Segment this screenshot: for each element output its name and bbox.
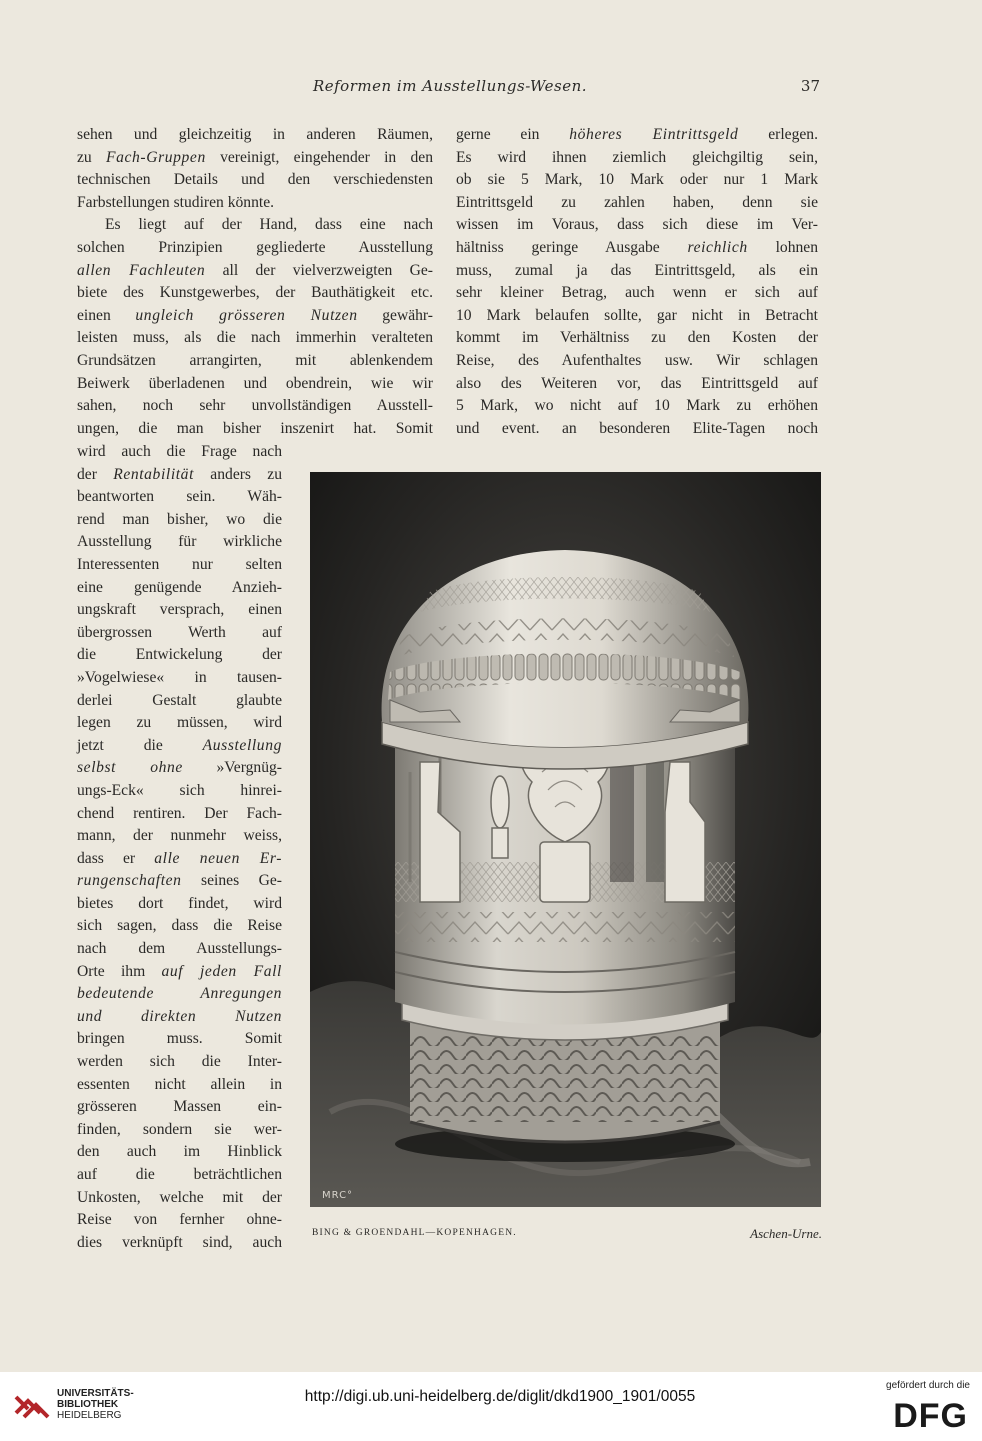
- text-line: gerne ein höheres Eintrittsgeld erlegen.: [456, 126, 818, 143]
- text-line: bietes dort findet, wird: [77, 894, 282, 912]
- text-line: derlei Gestalt glaubte: [77, 691, 282, 709]
- text-line: sehen und gleichzeitig in anderen Räumen,: [77, 126, 433, 143]
- text-line: ungskraft versprach, einen: [77, 601, 282, 619]
- funding-note: gefördert durch die: [886, 1380, 970, 1391]
- text-line: Orte ihm auf jeden Fall: [77, 962, 282, 980]
- text-line: allen Fachleuten all der vielverzweigten Ge-: [77, 261, 433, 279]
- text-line: dass er alle neuen Er-: [77, 849, 282, 867]
- text-line: Beiwerk überladenen und obendrein, wie wir: [77, 374, 433, 392]
- left-column-text: [77, 124, 433, 440]
- text-line: Interessenten nur selten: [77, 555, 282, 573]
- text-line: bringen muss. Somit: [77, 1030, 282, 1048]
- running-head-title: Reformen im Ausstellungs-Wesen.: [312, 77, 588, 95]
- text-line: essenten nicht allein in: [77, 1075, 282, 1093]
- text-line: Ausstellung für wirkliche: [77, 533, 282, 551]
- text-line: sich sagen, dass die Reise: [77, 917, 282, 935]
- text-line: biete des Kunstgewerbes, der Bauthätigkeit etc.: [77, 284, 433, 302]
- text-line: den auch im Hinblick: [77, 1143, 282, 1161]
- text-line: ungs-Eck« sich hinrei-: [77, 781, 282, 799]
- text-line: nach dem Ausstellungs-: [77, 940, 282, 958]
- text-line: jetzt die Ausstellung: [77, 736, 282, 754]
- text-line: chend rentiren. Der Fach-: [77, 804, 282, 822]
- text-line: 10 Mark belaufen sollte, gar nicht in Betracht: [456, 306, 818, 324]
- text-line: kommt im Verhältniss zu den Kosten der: [456, 329, 818, 347]
- figure-caption: Aschen-Urne.: [750, 1226, 822, 1241]
- text-line: beantworten sein. Wäh-: [77, 488, 282, 506]
- text-line: werden sich die Inter-: [77, 1053, 282, 1071]
- text-line: finden, sondern sie wer-: [77, 1120, 282, 1138]
- text-line: grösseren Massen ein-: [77, 1098, 282, 1116]
- text-line: zu Fach-Gruppen vereinigt, eingehender in den: [77, 148, 433, 166]
- text-line: also des Weiteren vor, das Eintrittsgeld auf: [456, 374, 818, 392]
- text-line: wird auch die Frage nach: [77, 443, 282, 460]
- text-line: 5 Mark, wo nicht auf 10 Mark zu erhöhen: [456, 397, 818, 415]
- text-line: Es wird ihnen ziemlich gleichgiltig sein,: [456, 148, 818, 166]
- left-column-narrow-text: [77, 441, 282, 1254]
- text-line: legen zu müssen, wird: [77, 714, 282, 732]
- permalink-url[interactable]: http://digi.ub.uni-heidelberg.de/diglit/dkd1900_1901/0055: [304, 1388, 696, 1405]
- text-line: rend man bisher, wo die: [77, 510, 282, 528]
- text-line: ob sie 5 Mark, 10 Mark oder nur 1 Mark: [456, 171, 818, 189]
- text-line: und direkten Nutzen: [77, 1007, 282, 1025]
- figure-credit: BING & GROENDAHL—KOPENHAGEN.: [312, 1228, 517, 1238]
- text-line: wissen im Voraus, dass sich diese im Ver-: [456, 216, 818, 234]
- text-line: Farbstellungen studiren könnte.: [77, 193, 275, 211]
- urn-photograph: [310, 472, 821, 1207]
- dfg-logo-icon: [870, 1393, 970, 1433]
- text-line: Unkosten, welche mit der: [77, 1188, 282, 1206]
- text-line: Eintrittsgeld zu zahlen haben, denn sie: [456, 193, 818, 211]
- text-line: Es liegt auf der Hand, dass eine nach: [105, 216, 433, 234]
- footer-bar: [0, 1372, 982, 1441]
- page-number: 37: [800, 77, 820, 95]
- text-line: sahen, noch sehr unvollständigen Ausstell-: [77, 397, 433, 415]
- svg-text:DFG: DFG: [893, 1397, 968, 1433]
- library-name: UNIVERSITÄTS- BIBLIOTHEK HEIDELBERG: [57, 1388, 134, 1421]
- photo-mark: MRC°: [322, 1190, 354, 1201]
- text-line: muss, zumal ja das Eintrittsgeld, als ein: [456, 261, 818, 279]
- text-line: leisten muss, als die nach immerhin veralteten: [77, 329, 433, 347]
- library-logo-icon: [12, 1383, 54, 1425]
- text-line: bedeutende Anregungen: [77, 985, 282, 1003]
- text-line: selbst ohne »Vergnüg-: [77, 759, 282, 777]
- text-line: einen ungleich grösseren Nutzen gewähr-: [77, 306, 434, 324]
- text-line: hältniss geringe Ausgabe reichlich lohnen: [456, 238, 819, 256]
- text-line: auf die beträchtlichen: [77, 1166, 282, 1183]
- text-line: sehr kleiner Betrag, auch wenn er sich auf: [456, 284, 818, 302]
- text-line: eine genügende Anzieh-: [77, 578, 282, 596]
- text-line: technischen Details und den verschiedensten: [77, 171, 433, 189]
- text-line: der Rentabilität anders zu: [77, 465, 282, 483]
- text-line: ungen, die man bisher inszenirt hat. Somit: [77, 419, 433, 437]
- right-column-text: [456, 124, 818, 440]
- text-line: übergrossen Werth auf: [77, 623, 282, 641]
- text-line: Grundsätzen arrangirten, mit ablenkendem: [77, 351, 433, 369]
- text-line: rungenschaften seines Ge-: [77, 872, 282, 890]
- text-line: die Entwickelung der: [77, 646, 282, 664]
- text-line: mann, der nunmehr weiss,: [77, 827, 282, 845]
- urn-image: [310, 472, 821, 1207]
- text-line: Reise, des Aufenthaltes usw. Wir schlagen: [456, 351, 818, 369]
- text-line: Reise von fernher ohne-: [77, 1211, 282, 1229]
- text-line: dies verknüpft sind, auch: [77, 1233, 282, 1251]
- text-line: »Vogelwiese« in tausen-: [77, 668, 282, 686]
- text-line: und event. an besonderen Elite-Tagen noch: [456, 419, 818, 437]
- text-line: solchen Prinzipien gegliederte Ausstellung: [77, 238, 433, 256]
